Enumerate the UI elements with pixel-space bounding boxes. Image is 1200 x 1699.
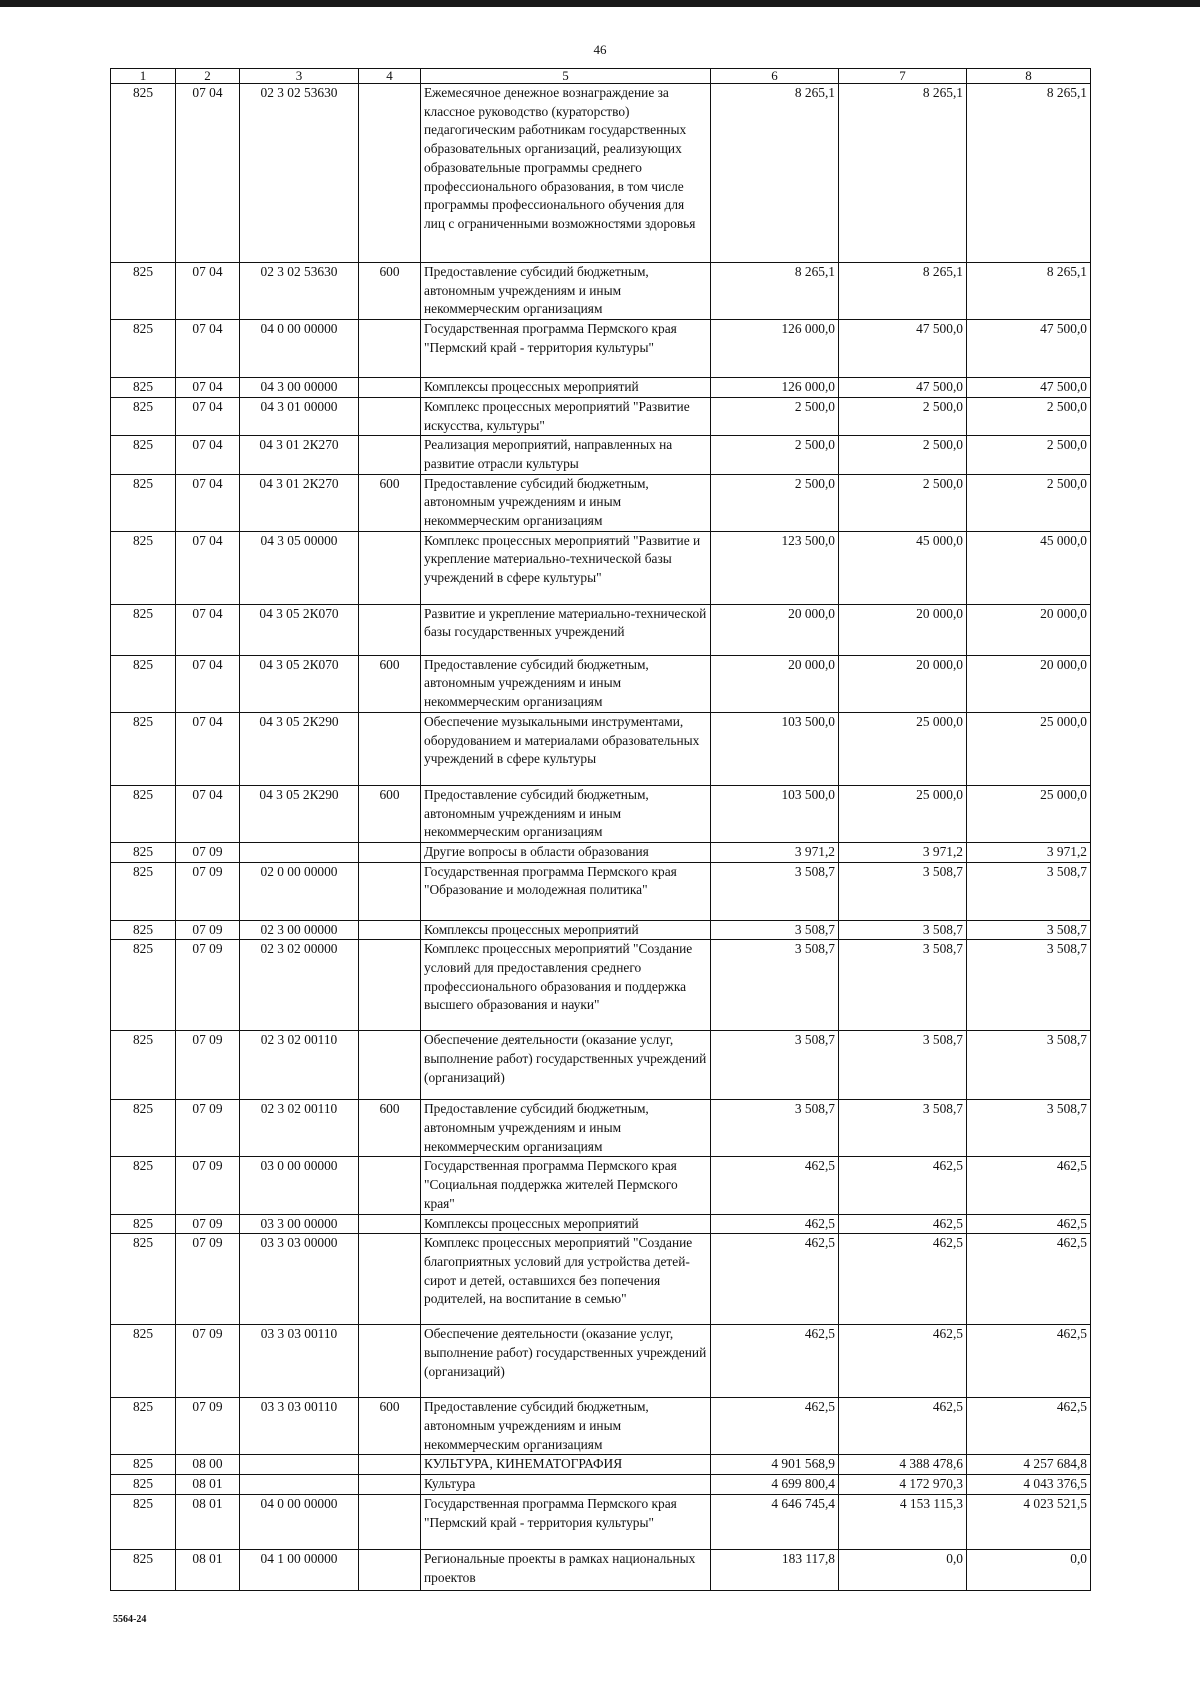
cell-amount-year-3: 2 500,0 [967, 397, 1091, 435]
cell-section-code: 08 01 [176, 1494, 240, 1549]
cell-section-code: 07 09 [176, 1398, 240, 1455]
scan-top-border [0, 0, 1200, 7]
cell-expense-name: Комплексы процессных мероприятий [421, 378, 711, 398]
cell-expense-name: Комплекс процессных мероприятий "Развитие искусства, культуры" [421, 397, 711, 435]
cell-amount-year-1: 126 000,0 [711, 378, 839, 398]
cell-section-code: 07 04 [176, 397, 240, 435]
cell-expense-name: Предоставление субсидий бюджетным, автономным учреждениям и иным некоммерческим организациям [421, 1100, 711, 1157]
cell-expense-type-code [359, 1475, 421, 1495]
cell-amount-year-2: 462,5 [839, 1234, 967, 1325]
cell-expense-type-code [359, 84, 421, 263]
cell-target-article-code: 02 3 00 00000 [240, 920, 359, 940]
cell-amount-year-2: 462,5 [839, 1325, 967, 1398]
cell-amount-year-1: 3 508,7 [711, 940, 839, 1031]
cell-amount-year-1: 103 500,0 [711, 785, 839, 842]
cell-amount-year-2: 4 153 115,3 [839, 1494, 967, 1549]
cell-amount-year-1: 8 265,1 [711, 263, 839, 320]
cell-expense-name: Комплекс процессных мероприятий "Развитие и укрепление материально-технической базы учреждений в сфере культуры" [421, 531, 711, 604]
cell-section-code: 07 04 [176, 263, 240, 320]
cell-section-code: 08 01 [176, 1549, 240, 1590]
table-row [111, 263, 1091, 320]
cell-section-code: 07 09 [176, 1157, 240, 1214]
cell-admin-code: 825 [111, 1494, 176, 1549]
cell-target-article-code: 04 3 01 2К270 [240, 436, 359, 474]
cell-amount-year-2: 0,0 [839, 1549, 967, 1590]
cell-expense-name: Комплекс процессных мероприятий "Создание благоприятных условий для устройства детей-сирот и детей, оставшихся без попечения родителей, на воспитание в семью" [421, 1234, 711, 1325]
cell-amount-year-2: 8 265,1 [839, 263, 967, 320]
cell-amount-year-3: 4 043 376,5 [967, 1475, 1091, 1495]
column-header-1: 1 [111, 69, 176, 84]
cell-section-code: 08 00 [176, 1455, 240, 1475]
cell-expense-name: Государственная программа Пермского края "Пермский край - территория культуры" [421, 1494, 711, 1549]
cell-expense-type-code [359, 1031, 421, 1100]
cell-amount-year-1: 20 000,0 [711, 604, 839, 655]
cell-amount-year-2: 45 000,0 [839, 531, 967, 604]
cell-amount-year-3: 3 508,7 [967, 920, 1091, 940]
cell-section-code: 08 01 [176, 1475, 240, 1495]
cell-expense-name: Ежемесячное денежное вознаграждение за классное руководство (кураторство) педагогическим работникам государственных образовательных организаций, реализующих образовательные программы среднего профессионального образования, в том числе программы профессионального обучения для лиц с ограниченными возможностями здоровья [421, 84, 711, 263]
cell-amount-year-1: 3 508,7 [711, 920, 839, 940]
cell-amount-year-1: 20 000,0 [711, 655, 839, 712]
table-row [111, 1100, 1091, 1157]
cell-amount-year-3: 4 023 521,5 [967, 1494, 1091, 1549]
cell-amount-year-3: 462,5 [967, 1157, 1091, 1214]
cell-amount-year-2: 47 500,0 [839, 320, 967, 378]
cell-amount-year-1: 183 117,8 [711, 1549, 839, 1590]
cell-expense-name: Обеспечение деятельности (оказание услуг, выполнение работ) государственных учреждений (организаций) [421, 1031, 711, 1100]
cell-admin-code: 825 [111, 263, 176, 320]
cell-amount-year-2: 8 265,1 [839, 84, 967, 263]
cell-amount-year-3: 462,5 [967, 1214, 1091, 1234]
cell-expense-name: Другие вопросы в области образования [421, 842, 711, 862]
cell-admin-code: 825 [111, 1475, 176, 1495]
cell-expense-type-code [359, 1494, 421, 1549]
cell-amount-year-1: 2 500,0 [711, 474, 839, 531]
cell-expense-name: Предоставление субсидий бюджетным, автономным учреждениям и иным некоммерческим организациям [421, 1398, 711, 1455]
table-row [111, 1455, 1091, 1475]
cell-admin-code: 825 [111, 84, 176, 263]
cell-section-code: 07 04 [176, 436, 240, 474]
cell-section-code: 07 09 [176, 842, 240, 862]
cell-section-code: 07 09 [176, 1214, 240, 1234]
table-row [111, 1031, 1091, 1100]
cell-amount-year-1: 123 500,0 [711, 531, 839, 604]
cell-admin-code: 825 [111, 1234, 176, 1325]
cell-amount-year-3: 47 500,0 [967, 320, 1091, 378]
table-row [111, 1325, 1091, 1398]
cell-section-code: 07 04 [176, 604, 240, 655]
cell-amount-year-2: 25 000,0 [839, 712, 967, 785]
cell-amount-year-3: 20 000,0 [967, 604, 1091, 655]
cell-admin-code: 825 [111, 604, 176, 655]
page-number: 46 [593, 42, 607, 57]
cell-amount-year-1: 462,5 [711, 1325, 839, 1398]
cell-expense-type-code [359, 920, 421, 940]
table-row [111, 320, 1091, 378]
cell-section-code: 07 09 [176, 940, 240, 1031]
cell-amount-year-1: 126 000,0 [711, 320, 839, 378]
cell-section-code: 07 09 [176, 862, 240, 920]
cell-target-article-code: 02 3 02 00110 [240, 1031, 359, 1100]
table-row [111, 655, 1091, 712]
cell-admin-code: 825 [111, 1100, 176, 1157]
table-row [111, 378, 1091, 398]
cell-expense-type-code [359, 378, 421, 398]
cell-target-article-code: 04 3 00 00000 [240, 378, 359, 398]
table-row [111, 842, 1091, 862]
cell-admin-code: 825 [111, 1325, 176, 1398]
cell-amount-year-2: 462,5 [839, 1214, 967, 1234]
cell-target-article-code: 04 3 05 2К290 [240, 785, 359, 842]
cell-expense-type-code [359, 1214, 421, 1234]
cell-expense-type-code [359, 531, 421, 604]
budget-table [110, 68, 1091, 1591]
cell-admin-code: 825 [111, 842, 176, 862]
cell-target-article-code: 04 3 05 2К070 [240, 604, 359, 655]
cell-amount-year-1: 462,5 [711, 1214, 839, 1234]
cell-expense-name: Региональные проекты в рамках национальных проектов [421, 1549, 711, 1590]
cell-target-article-code: 03 3 03 00110 [240, 1398, 359, 1455]
cell-expense-type-code [359, 397, 421, 435]
cell-amount-year-1: 8 265,1 [711, 84, 839, 263]
cell-amount-year-3: 47 500,0 [967, 378, 1091, 398]
cell-admin-code: 825 [111, 531, 176, 604]
cell-expense-name: Обеспечение музыкальными инструментами, оборудованием и материалами образовательных учреждений в сфере культуры [421, 712, 711, 785]
cell-expense-name: КУЛЬТУРА, КИНЕМАТОГРАФИЯ [421, 1455, 711, 1475]
cell-expense-name: Государственная программа Пермского края "Социальная поддержка жителей Пермского края" [421, 1157, 711, 1214]
cell-target-article-code: 04 3 05 00000 [240, 531, 359, 604]
cell-amount-year-3: 20 000,0 [967, 655, 1091, 712]
cell-amount-year-2: 3 971,2 [839, 842, 967, 862]
cell-admin-code: 825 [111, 1398, 176, 1455]
cell-amount-year-2: 3 508,7 [839, 862, 967, 920]
cell-expense-type-code [359, 1455, 421, 1475]
cell-target-article-code: 02 0 00 00000 [240, 862, 359, 920]
cell-target-article-code: 02 3 02 53630 [240, 84, 359, 263]
column-header-8: 8 [967, 69, 1091, 84]
cell-admin-code: 825 [111, 1157, 176, 1214]
cell-expense-type-code: 600 [359, 1100, 421, 1157]
table-row [111, 397, 1091, 435]
cell-expense-name: Культура [421, 1475, 711, 1495]
cell-section-code: 07 09 [176, 1100, 240, 1157]
cell-amount-year-1: 3 508,7 [711, 1100, 839, 1157]
cell-amount-year-1: 2 500,0 [711, 436, 839, 474]
cell-expense-name: Предоставление субсидий бюджетным, автономным учреждениям и иным некоммерческим организациям [421, 655, 711, 712]
cell-expense-name: Предоставление субсидий бюджетным, автономным учреждениям и иным некоммерческим организациям [421, 474, 711, 531]
cell-amount-year-2: 3 508,7 [839, 1031, 967, 1100]
cell-target-article-code: 03 3 03 00000 [240, 1234, 359, 1325]
cell-expense-type-code: 600 [359, 785, 421, 842]
cell-expense-type-code [359, 842, 421, 862]
cell-admin-code: 825 [111, 436, 176, 474]
cell-target-article-code: 04 3 01 00000 [240, 397, 359, 435]
cell-admin-code: 825 [111, 712, 176, 785]
column-header-7: 7 [839, 69, 967, 84]
cell-amount-year-2: 462,5 [839, 1398, 967, 1455]
cell-amount-year-2: 3 508,7 [839, 1100, 967, 1157]
cell-target-article-code: 04 1 00 00000 [240, 1549, 359, 1590]
table-row [111, 1214, 1091, 1234]
table-row [111, 604, 1091, 655]
cell-amount-year-1: 4 646 745,4 [711, 1494, 839, 1549]
cell-admin-code: 825 [111, 785, 176, 842]
cell-amount-year-2: 20 000,0 [839, 655, 967, 712]
footer-document-code: 5564-24 [113, 1614, 147, 1625]
cell-amount-year-3: 462,5 [967, 1234, 1091, 1325]
cell-amount-year-1: 3 508,7 [711, 1031, 839, 1100]
cell-amount-year-3: 462,5 [967, 1325, 1091, 1398]
cell-expense-type-code [359, 604, 421, 655]
table-row [111, 531, 1091, 604]
cell-target-article-code: 03 3 00 00000 [240, 1214, 359, 1234]
cell-target-article-code: 04 0 00 00000 [240, 320, 359, 378]
column-header-3: 3 [240, 69, 359, 84]
cell-amount-year-3: 0,0 [967, 1549, 1091, 1590]
cell-expense-name: Реализация мероприятий, направленных на развитие отрасли культуры [421, 436, 711, 474]
cell-admin-code: 825 [111, 920, 176, 940]
cell-target-article-code: 02 3 02 53630 [240, 263, 359, 320]
cell-amount-year-3: 3 508,7 [967, 940, 1091, 1031]
cell-expense-name: Предоставление субсидий бюджетным, автономным учреждениям и иным некоммерческим организациям [421, 785, 711, 842]
cell-target-article-code: 04 0 00 00000 [240, 1494, 359, 1549]
cell-amount-year-2: 2 500,0 [839, 397, 967, 435]
cell-amount-year-3: 3 971,2 [967, 842, 1091, 862]
cell-expense-type-code [359, 862, 421, 920]
cell-amount-year-3: 3 508,7 [967, 862, 1091, 920]
cell-admin-code: 825 [111, 862, 176, 920]
cell-amount-year-3: 4 257 684,8 [967, 1455, 1091, 1475]
cell-amount-year-2: 3 508,7 [839, 940, 967, 1031]
cell-amount-year-1: 462,5 [711, 1398, 839, 1455]
cell-admin-code: 825 [111, 940, 176, 1031]
table-row [111, 1234, 1091, 1325]
table-row [111, 712, 1091, 785]
cell-amount-year-2: 462,5 [839, 1157, 967, 1214]
cell-expense-type-code: 600 [359, 655, 421, 712]
cell-expense-type-code [359, 320, 421, 378]
cell-expense-name: Государственная программа Пермского края "Образование и молодежная политика" [421, 862, 711, 920]
cell-amount-year-2: 3 508,7 [839, 920, 967, 940]
cell-expense-type-code [359, 940, 421, 1031]
cell-amount-year-3: 25 000,0 [967, 712, 1091, 785]
cell-expense-name: Комплексы процессных мероприятий [421, 920, 711, 940]
cell-amount-year-3: 8 265,1 [967, 84, 1091, 263]
cell-amount-year-1: 2 500,0 [711, 397, 839, 435]
cell-section-code: 07 04 [176, 655, 240, 712]
table-row [111, 940, 1091, 1031]
cell-target-article-code: 03 0 00 00000 [240, 1157, 359, 1214]
table-row [111, 785, 1091, 842]
cell-target-article-code [240, 1475, 359, 1495]
cell-expense-type-code: 600 [359, 1398, 421, 1455]
cell-section-code: 07 09 [176, 1325, 240, 1398]
cell-amount-year-3: 8 265,1 [967, 263, 1091, 320]
table-row [111, 1494, 1091, 1549]
cell-target-article-code: 02 3 02 00110 [240, 1100, 359, 1157]
column-number-header-row [111, 69, 1091, 84]
table-row [111, 862, 1091, 920]
cell-amount-year-3: 2 500,0 [967, 436, 1091, 474]
table-row [111, 436, 1091, 474]
cell-expense-name: Обеспечение деятельности (оказание услуг, выполнение работ) государственных учреждений (организаций) [421, 1325, 711, 1398]
cell-admin-code: 825 [111, 397, 176, 435]
cell-section-code: 07 04 [176, 84, 240, 263]
cell-amount-year-2: 4 388 478,6 [839, 1455, 967, 1475]
cell-section-code: 07 04 [176, 320, 240, 378]
cell-amount-year-1: 462,5 [711, 1234, 839, 1325]
column-header-6: 6 [711, 69, 839, 84]
cell-amount-year-3: 3 508,7 [967, 1031, 1091, 1100]
cell-amount-year-2: 47 500,0 [839, 378, 967, 398]
cell-target-article-code: 03 3 03 00110 [240, 1325, 359, 1398]
cell-admin-code: 825 [111, 1214, 176, 1234]
cell-amount-year-2: 4 172 970,3 [839, 1475, 967, 1495]
cell-amount-year-1: 4 699 800,4 [711, 1475, 839, 1495]
column-header-5: 5 [421, 69, 711, 84]
cell-section-code: 07 09 [176, 920, 240, 940]
cell-section-code: 07 04 [176, 378, 240, 398]
cell-section-code: 07 04 [176, 474, 240, 531]
cell-target-article-code: 04 3 05 2К070 [240, 655, 359, 712]
cell-amount-year-1: 4 901 568,9 [711, 1455, 839, 1475]
cell-admin-code: 825 [111, 320, 176, 378]
table-row [111, 1398, 1091, 1455]
cell-target-article-code: 04 3 05 2К290 [240, 712, 359, 785]
cell-expense-name: Комплекс процессных мероприятий "Создание условий для предоставления среднего профессионального образования и поддержка высшего образования и науки" [421, 940, 711, 1031]
cell-expense-type-code [359, 1325, 421, 1398]
cell-admin-code: 825 [111, 1455, 176, 1475]
cell-amount-year-2: 25 000,0 [839, 785, 967, 842]
cell-expense-type-code [359, 1549, 421, 1590]
cell-admin-code: 825 [111, 655, 176, 712]
cell-admin-code: 825 [111, 1031, 176, 1100]
cell-admin-code: 825 [111, 378, 176, 398]
table-row [111, 474, 1091, 531]
cell-expense-type-code [359, 1157, 421, 1214]
cell-amount-year-3: 3 508,7 [967, 1100, 1091, 1157]
cell-expense-type-code: 600 [359, 263, 421, 320]
cell-amount-year-1: 3 508,7 [711, 862, 839, 920]
cell-amount-year-1: 3 971,2 [711, 842, 839, 862]
cell-expense-type-code [359, 436, 421, 474]
cell-expense-name: Развитие и укрепление материально-технической базы государственных учреждений [421, 604, 711, 655]
cell-amount-year-3: 2 500,0 [967, 474, 1091, 531]
column-header-4: 4 [359, 69, 421, 84]
cell-expense-name: Предоставление субсидий бюджетным, автономным учреждениям и иным некоммерческим организациям [421, 263, 711, 320]
cell-amount-year-3: 45 000,0 [967, 531, 1091, 604]
cell-section-code: 07 04 [176, 531, 240, 604]
cell-target-article-code: 04 3 01 2К270 [240, 474, 359, 531]
cell-section-code: 07 09 [176, 1234, 240, 1325]
cell-expense-type-code [359, 1234, 421, 1325]
table-row [111, 1157, 1091, 1214]
table-row [111, 1475, 1091, 1495]
cell-section-code: 07 04 [176, 785, 240, 842]
cell-target-article-code: 02 3 02 00000 [240, 940, 359, 1031]
cell-admin-code: 825 [111, 1549, 176, 1590]
cell-section-code: 07 09 [176, 1031, 240, 1100]
cell-expense-type-code [359, 712, 421, 785]
table-row [111, 920, 1091, 940]
cell-amount-year-3: 25 000,0 [967, 785, 1091, 842]
table-row [111, 84, 1091, 263]
cell-target-article-code [240, 1455, 359, 1475]
cell-admin-code: 825 [111, 474, 176, 531]
cell-amount-year-3: 462,5 [967, 1398, 1091, 1455]
cell-expense-name: Комплексы процессных мероприятий [421, 1214, 711, 1234]
table-row [111, 1549, 1091, 1590]
cell-expense-type-code: 600 [359, 474, 421, 531]
cell-amount-year-1: 103 500,0 [711, 712, 839, 785]
cell-expense-name: Государственная программа Пермского края "Пермский край - территория культуры" [421, 320, 711, 378]
cell-section-code: 07 04 [176, 712, 240, 785]
column-header-2: 2 [176, 69, 240, 84]
cell-amount-year-2: 2 500,0 [839, 436, 967, 474]
cell-amount-year-2: 2 500,0 [839, 474, 967, 531]
cell-amount-year-2: 20 000,0 [839, 604, 967, 655]
cell-amount-year-1: 462,5 [711, 1157, 839, 1214]
cell-target-article-code [240, 842, 359, 862]
